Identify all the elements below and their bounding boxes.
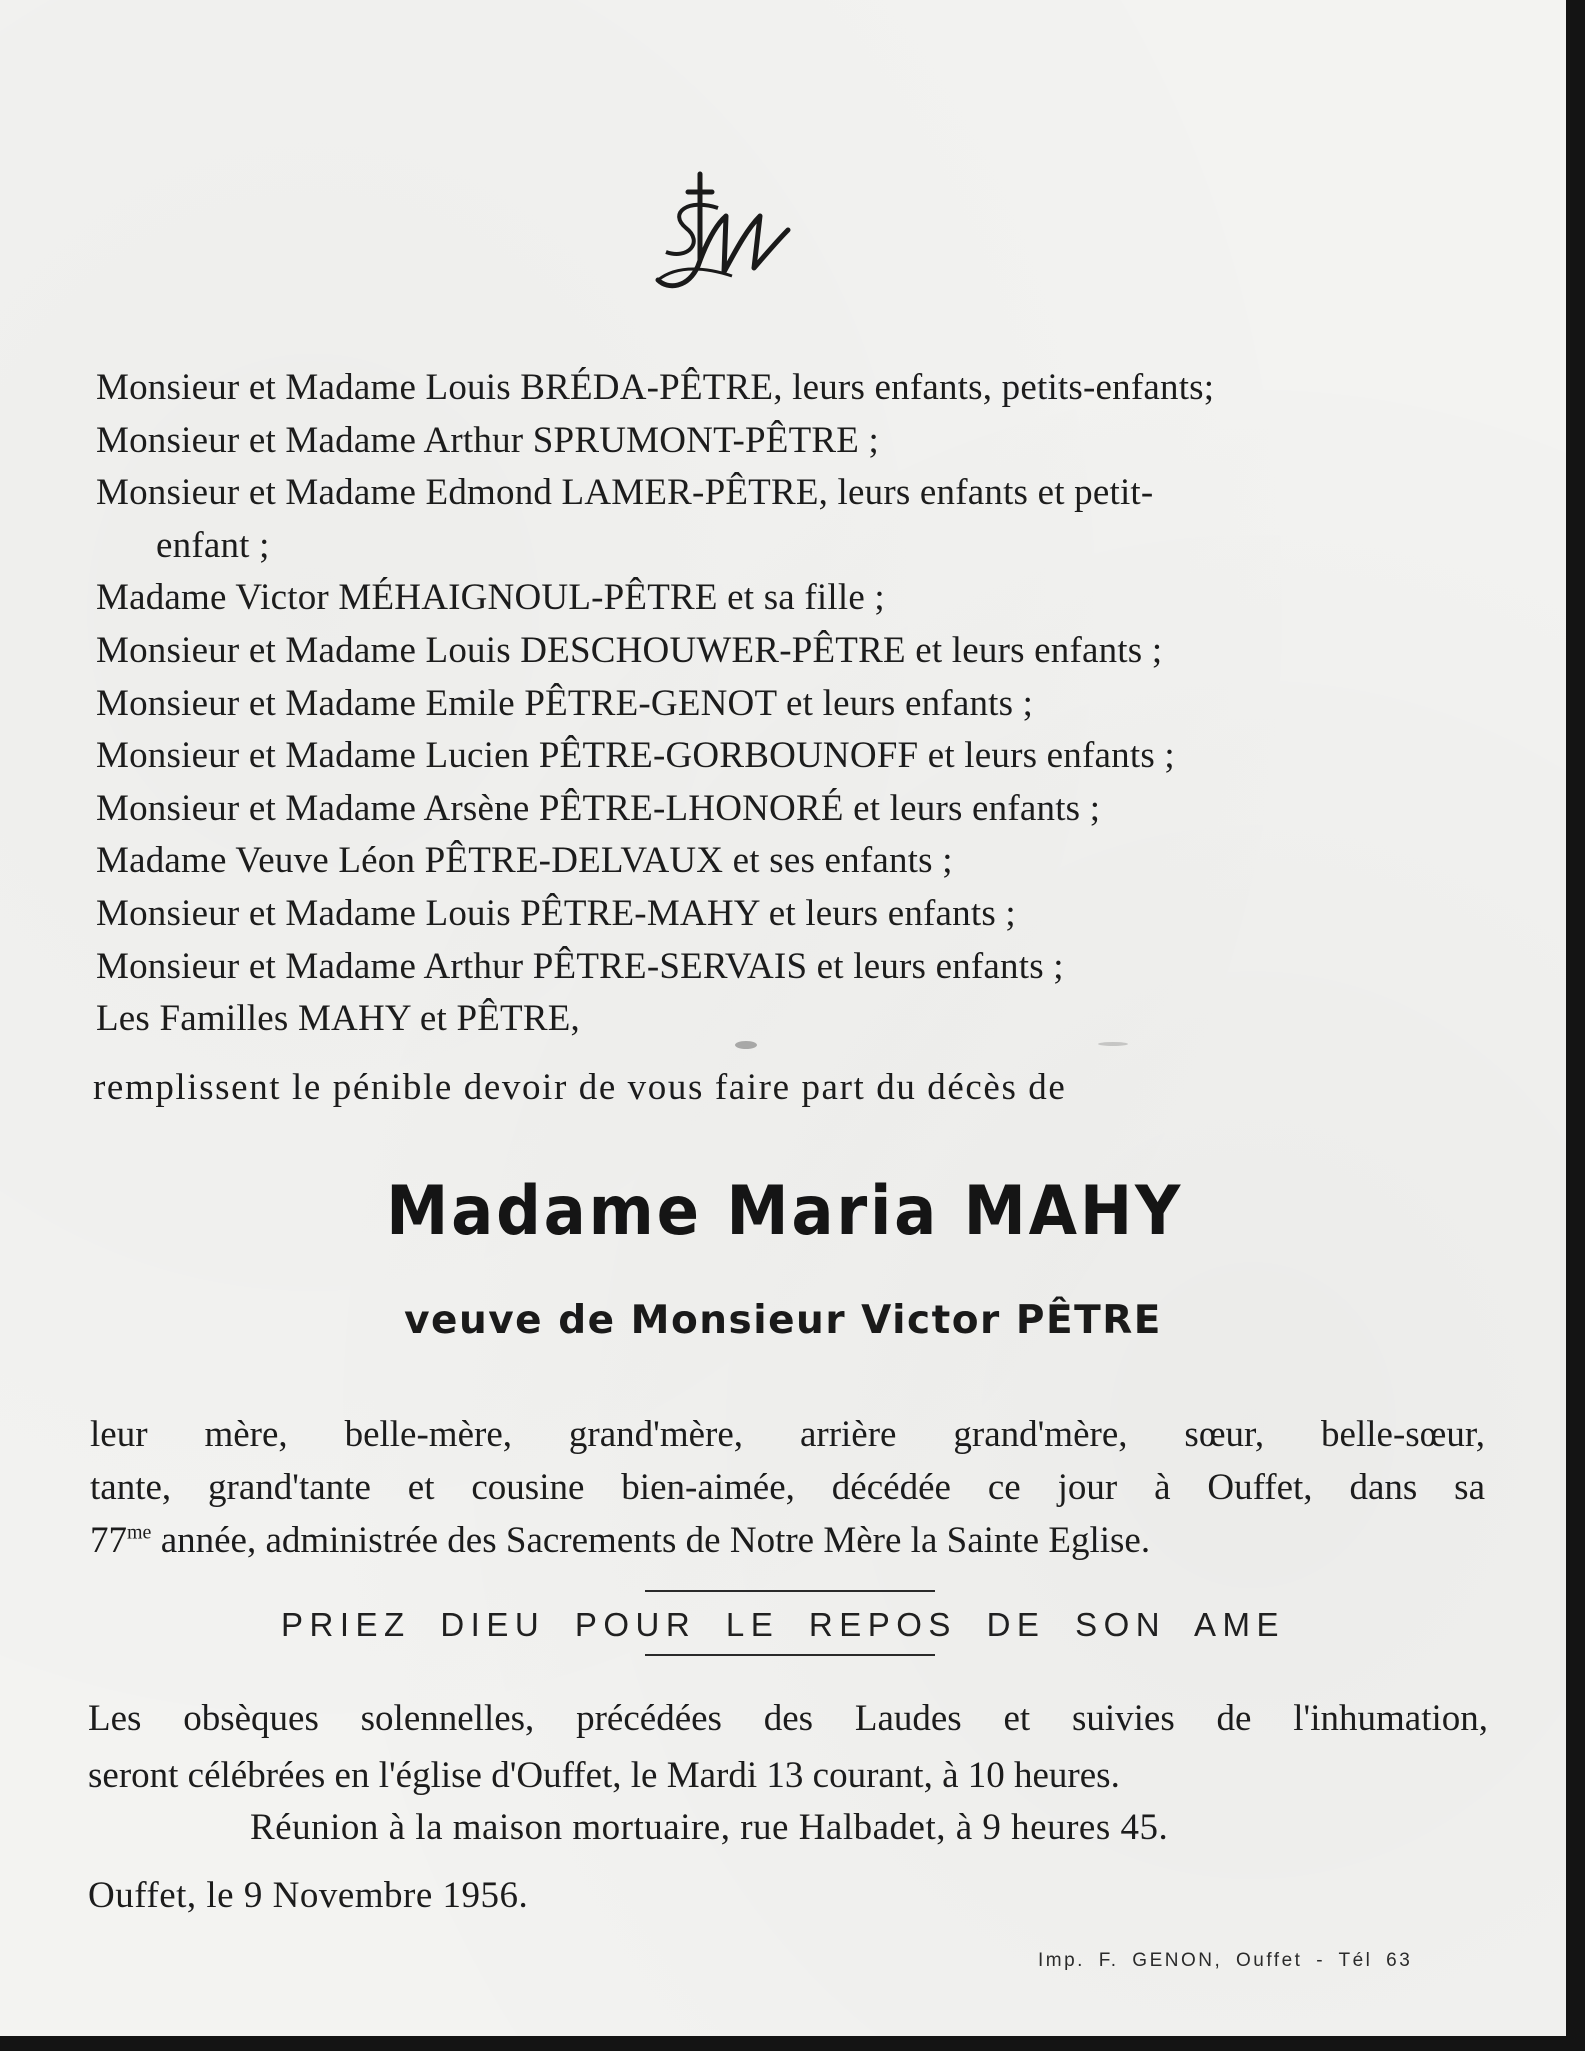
announcement: remplissent le pénible devoir de vous faire part du décès de xyxy=(93,1067,1067,1108)
prayer-rule-top xyxy=(645,1590,935,1592)
relations-line: tante, grand'tante et cousine bien-aimée, décédée ce jour à Ouffet, dans sa xyxy=(90,1467,1485,1508)
family-line: Madame Veuve Léon PÊTRE-DELVAUX et ses enfants ; xyxy=(96,840,953,882)
printer-imprint: Imp. F. GENON, Ouffet - Tél 63 xyxy=(1038,1950,1413,1971)
relations-line xyxy=(90,1514,1485,1567)
relations-paragraph xyxy=(90,1408,1485,1567)
family-line: Madame Victor MÉHAIGNOUL-PÊTRE et sa fille ; xyxy=(96,577,885,619)
prayer: PRIEZ DIEU POUR LE REPOS DE SON AME xyxy=(281,1606,1285,1643)
ink-smudge xyxy=(735,1041,757,1049)
family-line: Monsieur et Madame Arsène PÊTRE-LHONORÉ et leurs enfants ; xyxy=(96,787,1101,829)
family-line-continuation: enfant ; xyxy=(156,524,270,566)
ink-smudge xyxy=(1098,1042,1128,1046)
family-line: Monsieur et Madame Edmond LAMER-PÊTRE, leurs enfants et petit- xyxy=(96,472,1154,514)
relations-line: leur mère, belle-mère, grand'mère, arrière grand'mère, sœur, belle-sœur, xyxy=(90,1414,1485,1455)
scan-border xyxy=(0,2036,1585,2051)
age-suffix: me xyxy=(127,1521,152,1544)
family-line: Monsieur et Madame Arthur SPRUMONT-PÊTRE ; xyxy=(96,419,879,461)
family-list xyxy=(96,362,1516,1046)
family-line: Monsieur et Madame Louis PÊTRE-MAHY et leurs enfants ; xyxy=(96,892,1016,934)
family-line: Monsieur et Madame Emile PÊTRE-GENOT et leurs enfants ; xyxy=(96,682,1034,724)
reunion: Réunion à la maison mortuaire, rue Halbadet, à 9 heures 45. xyxy=(250,1807,1169,1848)
cross-monogram-icon xyxy=(648,168,798,298)
widow-of: veuve de Monsieur Victor PÊTRE xyxy=(404,1298,1162,1343)
relations-line-rest: année, administrée des Sacrements de Notre Mère la Sainte Eglise. xyxy=(151,1520,1151,1561)
family-line: Les Familles MAHY et PÊTRE, xyxy=(96,998,580,1040)
family-line: Monsieur et Madame Arthur PÊTRE-SERVAIS et leurs enfants ; xyxy=(96,945,1064,987)
age-number: 77 xyxy=(90,1520,127,1561)
funeral-paragraph xyxy=(88,1690,1488,1804)
funeral-line: Les obsèques solennelles, précédées des Laudes et suivies de l'inhumation, xyxy=(88,1698,1488,1739)
dateline: Ouffet, le 9 Novembre 1956. xyxy=(88,1875,529,1916)
family-line: Monsieur et Madame Lucien PÊTRE-GORBOUNOFF et leurs enfants ; xyxy=(96,735,1175,777)
family-line: Monsieur et Madame Louis BRÉDA-PÊTRE, leurs enfants, petits-enfants; xyxy=(96,367,1215,408)
deceased-name: Madame Maria MAHY xyxy=(386,1172,1184,1251)
funeral-line: seront célébrées en l'église d'Ouffet, le Mardi 13 courant, à 10 heures. xyxy=(88,1755,1120,1796)
family-line: Monsieur et Madame Louis DESCHOUWER-PÊTRE et leurs enfants ; xyxy=(96,629,1163,671)
scan-border xyxy=(1566,0,1585,2051)
prayer-rule-bottom xyxy=(645,1654,935,1656)
